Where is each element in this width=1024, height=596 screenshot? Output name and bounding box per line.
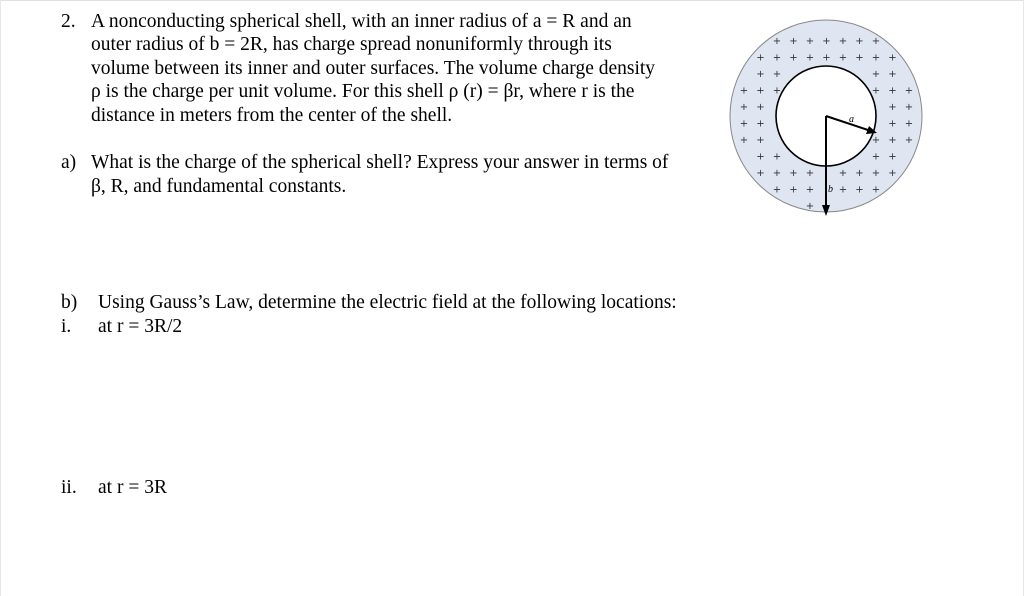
part-b-item-i-marker: i. xyxy=(61,316,72,337)
plus-charge-symbol: + xyxy=(871,85,881,97)
plus-charge-symbol: + xyxy=(772,52,782,64)
problem-number: 2. xyxy=(61,11,76,32)
plus-charge-symbol: + xyxy=(904,135,914,146)
problem-stem-line-1: A nonconducting spherical shell, with an inner radius of a = R and an xyxy=(91,11,632,32)
problem-stem-line-4: ρ is the charge per unit volume. For this shell ρ (r) = βr, where r is the xyxy=(91,81,635,102)
outer-radius-label: b xyxy=(828,184,833,195)
plus-charge-symbol: + xyxy=(838,168,848,179)
plus-charge-symbol: + xyxy=(772,36,782,47)
plus-charge-symbol: + xyxy=(855,184,864,196)
plus-charge-symbol: + xyxy=(805,52,815,64)
plus-charge-symbol: + xyxy=(871,36,881,47)
plus-charge-symbol: + xyxy=(822,36,831,47)
page-top-border xyxy=(0,0,1024,1)
plus-charge-symbol: + xyxy=(772,168,782,179)
spherical-shell-diagram xyxy=(728,8,928,220)
part-b-item-ii-text: at r = 3R xyxy=(98,477,167,498)
plus-charge-symbol: + xyxy=(888,102,897,113)
plus-charge-symbol: + xyxy=(855,36,864,47)
plus-charge-symbol: + xyxy=(871,151,881,163)
plus-charge-symbol: + xyxy=(756,151,765,163)
plus-charge-symbol: + xyxy=(904,102,914,113)
plus-charge-symbol: + xyxy=(838,52,848,64)
plus-charge-symbol: + xyxy=(838,36,848,47)
plus-charge-symbol: + xyxy=(756,135,765,146)
plus-charge-symbol: + xyxy=(871,69,881,80)
part-a-line-1: What is the charge of the spherical shell? Express your answer in terms of xyxy=(91,152,669,173)
plus-charge-symbol: + xyxy=(756,52,765,64)
plus-charge-symbol: + xyxy=(789,168,798,179)
plus-charge-symbol: + xyxy=(739,102,749,113)
plus-charge-symbol: + xyxy=(888,168,897,179)
plus-charge-symbol: + xyxy=(805,201,815,212)
part-b-item-ii-marker: ii. xyxy=(61,477,77,498)
plus-charge-symbol: + xyxy=(739,135,749,146)
part-b-marker: b) xyxy=(61,292,78,313)
plus-charge-symbol: + xyxy=(756,85,765,97)
plus-charge-symbol: + xyxy=(904,118,914,130)
problem-stem-line-5: distance in meters from the center of the shell. xyxy=(91,105,453,126)
part-b-item-i-text: at r = 3R/2 xyxy=(98,316,183,337)
plus-charge-symbol: + xyxy=(888,118,897,130)
plus-charge-symbol: + xyxy=(772,151,782,163)
plus-charge-symbol: + xyxy=(822,52,831,64)
plus-charge-symbol: + xyxy=(888,69,897,80)
plus-charge-symbol: + xyxy=(789,36,798,47)
plus-charge-symbol: + xyxy=(904,85,914,97)
problem-stem-line-3: volume between its inner and outer surfaces. The volume charge density xyxy=(91,58,656,79)
part-b-text: Using Gauss’s Law, determine the electric field at the following locations: xyxy=(98,292,677,313)
plus-charge-symbol: + xyxy=(871,52,881,64)
plus-charge-symbol: + xyxy=(789,184,798,196)
part-a-line-2: β, R, and fundamental constants. xyxy=(91,176,347,197)
plus-charge-symbol: + xyxy=(871,168,881,179)
plus-charge-symbol: + xyxy=(756,69,765,80)
plus-charge-symbol: + xyxy=(871,135,881,146)
plus-charge-symbol: + xyxy=(888,151,897,163)
plus-charge-symbol: + xyxy=(888,52,897,64)
plus-charge-symbol: + xyxy=(756,102,765,113)
plus-charge-symbol: + xyxy=(756,118,765,130)
plus-charge-symbol: + xyxy=(805,184,815,196)
plus-charge-symbol: + xyxy=(855,168,864,179)
plus-charge-symbol: + xyxy=(805,168,815,179)
problem-stem-line-2: outer radius of b = 2R, has charge spread nonuniformly through its xyxy=(91,34,612,55)
plus-charge-symbol: + xyxy=(739,118,749,130)
plus-charge-symbol: + xyxy=(838,184,848,196)
plus-charge-symbol: + xyxy=(756,168,765,179)
plus-charge-symbol: + xyxy=(805,36,815,47)
plus-charge-symbol: + xyxy=(772,184,782,196)
page-left-border xyxy=(0,0,1,596)
inner-radius-label: a xyxy=(849,114,854,125)
plus-charge-symbol: + xyxy=(888,135,897,146)
plus-charge-symbol: + xyxy=(888,85,897,97)
plus-charge-symbol: + xyxy=(855,52,864,64)
plus-charge-symbol: + xyxy=(772,85,782,97)
plus-charge-symbol: + xyxy=(871,184,881,196)
part-a-marker: a) xyxy=(61,152,77,173)
plus-charge-symbol: + xyxy=(772,69,782,80)
plus-charge-symbol: + xyxy=(739,85,749,97)
plus-charge-symbol: + xyxy=(789,52,798,64)
